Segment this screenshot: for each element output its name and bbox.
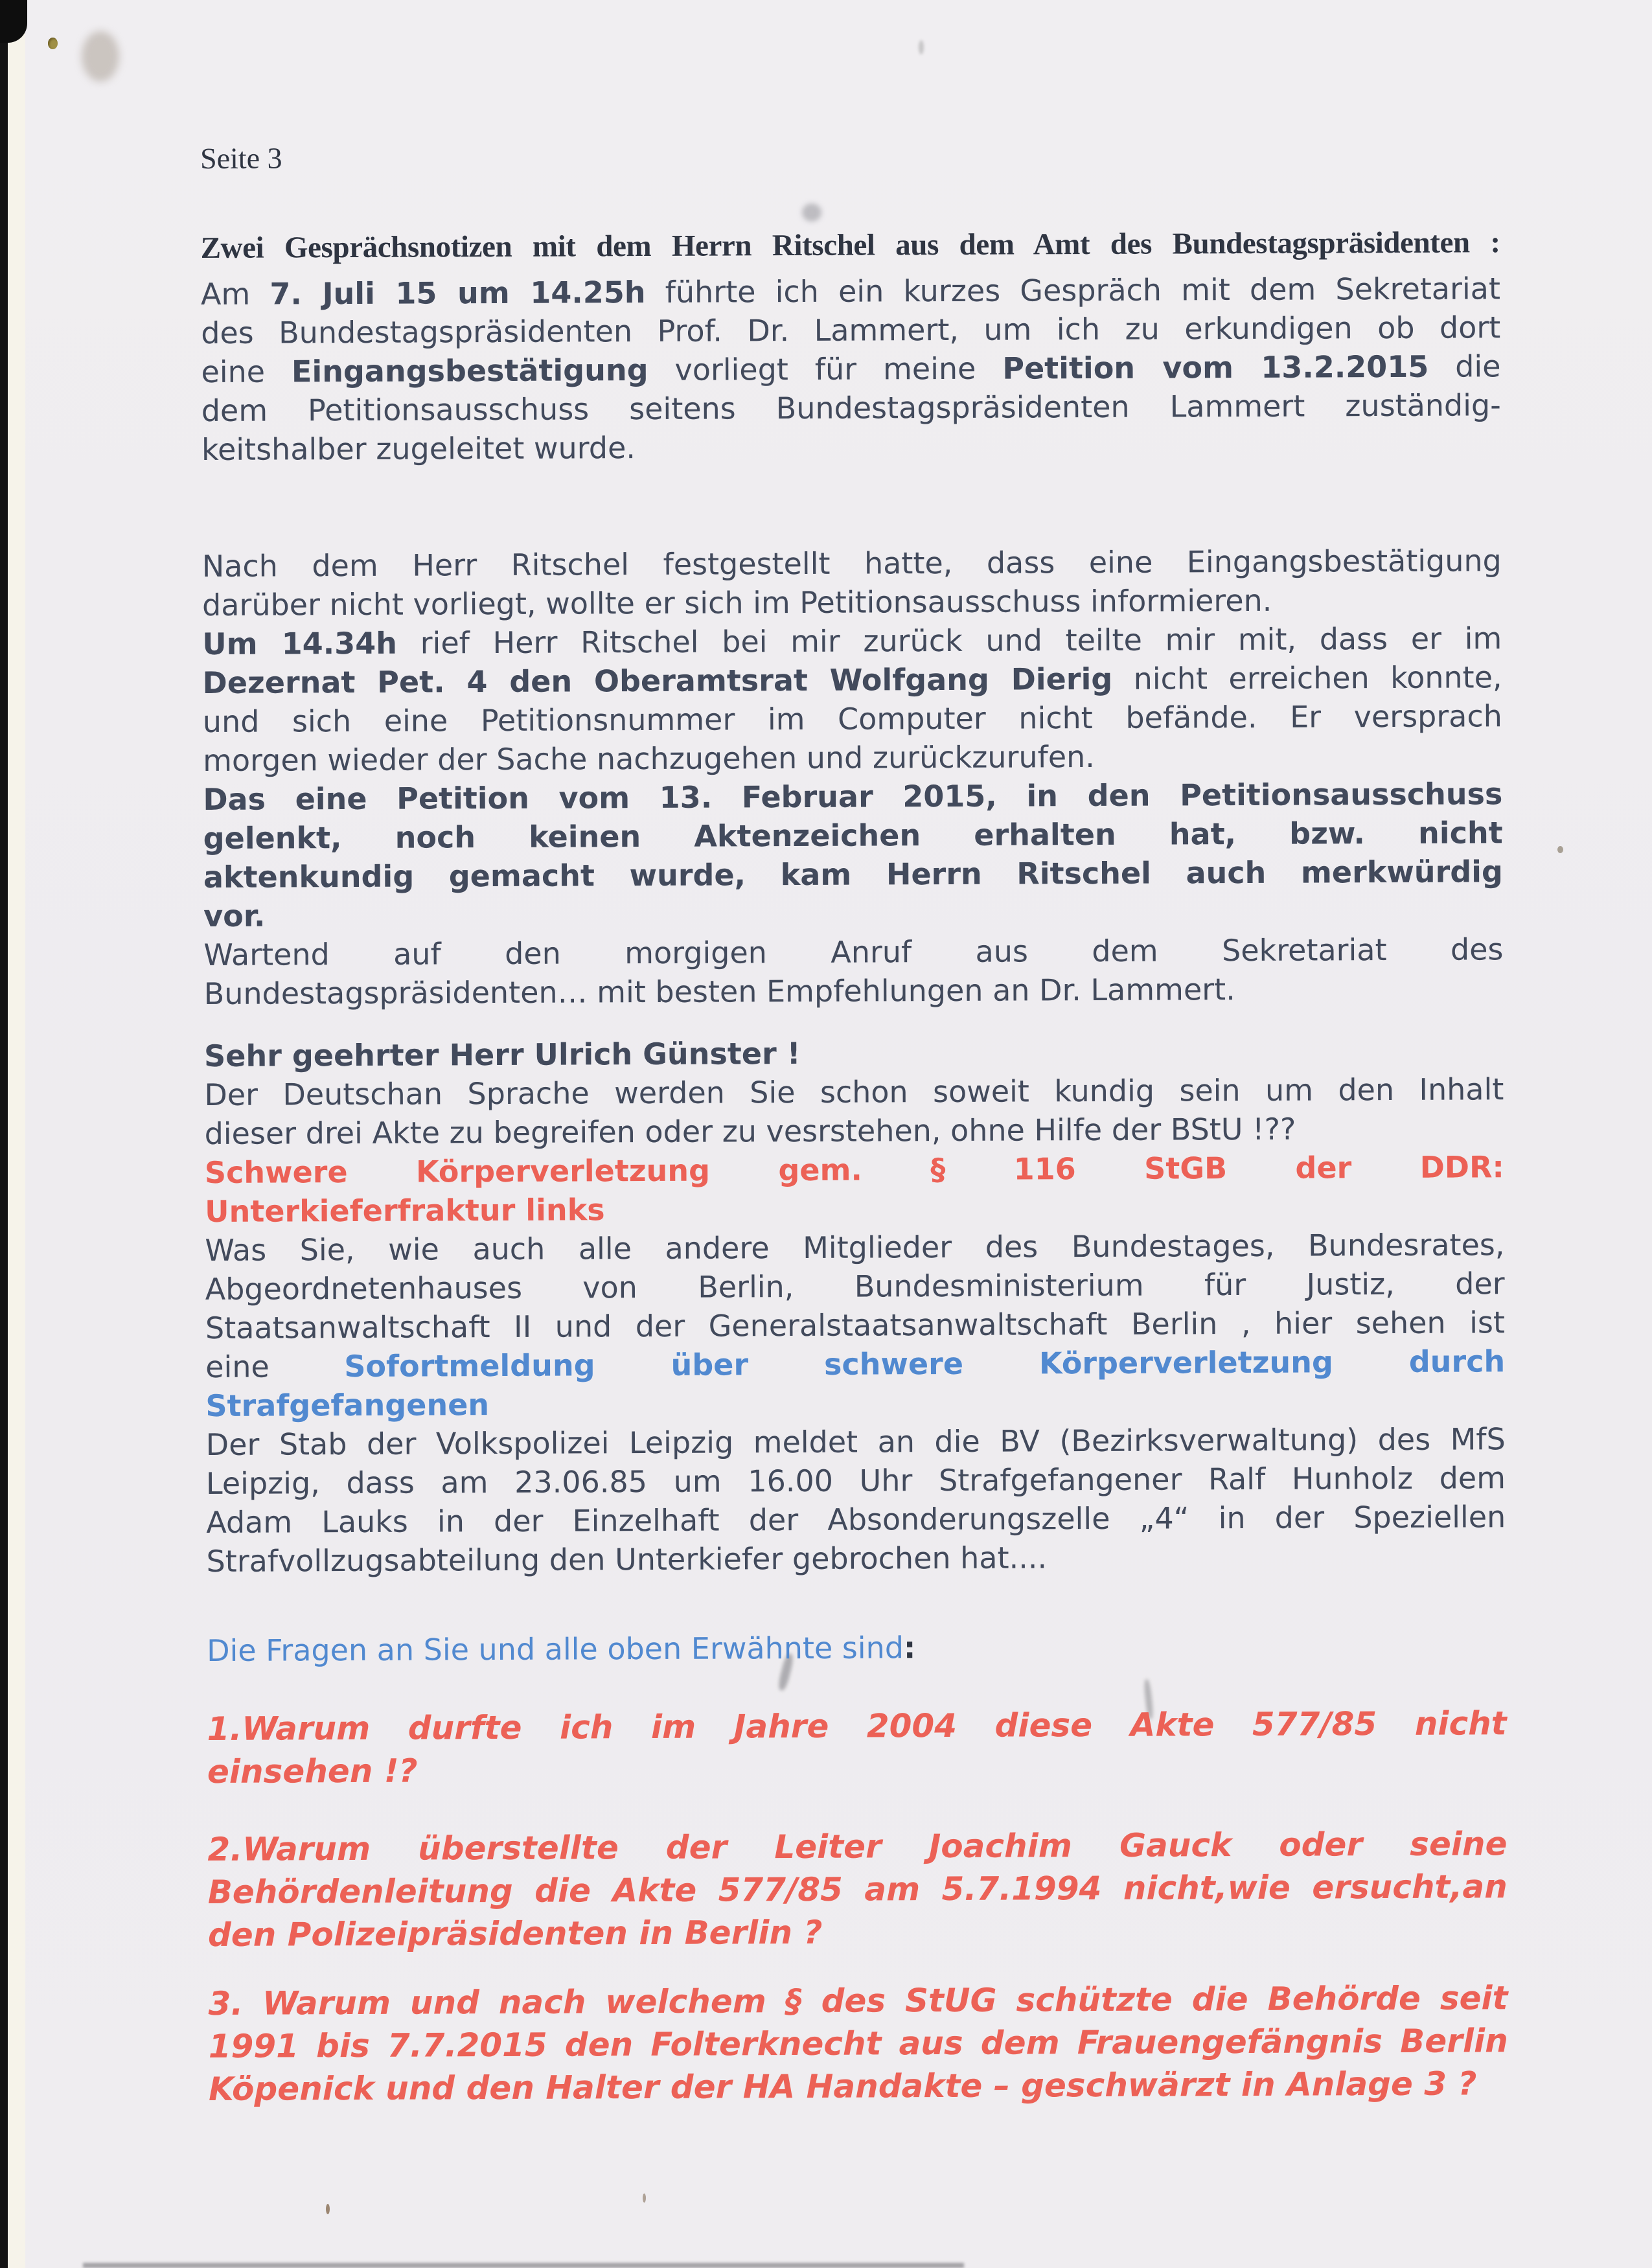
text-line: Der Deutschan Sprache werden Sie schon soweit kundig sein um den Inhalt: [204, 1071, 1504, 1112]
text-line: [202, 619, 1502, 663]
text-line: Schwere Körperverletzung gem. § 116 StGB der DDR:: [204, 1149, 1504, 1190]
text-line: 2.Warum überstellte der Leiter Joachim Gauck oder seine: [207, 1825, 1508, 1868]
dark-colon: :: [903, 1630, 916, 1666]
text-line: 3. Warum und nach welchem § des StUG schützte die Behörde seit: [208, 1979, 1508, 2022]
paper-smudge: [82, 31, 119, 82]
bold-text-run: 7. Juli 15 um 14.25h: [270, 275, 646, 312]
text-line: 1.Warum durfte ich im Jahre 2004 diese Akte 577/85 nicht: [207, 1704, 1507, 1748]
question-3: [208, 1976, 1508, 2111]
text-line: darüber nicht vorliegt, wollte er sich im Petitionsausschuss informieren.: [201, 582, 1272, 623]
text-line: des Bundestagspräsidenten Prof. Dr. Lammert, um ich zu erkundigen ob dort: [201, 310, 1501, 350]
scanner-edge-left: [0, 0, 8, 2268]
text-run: nicht erreichen konnte,: [1112, 659, 1502, 696]
bold-text-run: Eingangsbestätigung: [291, 352, 648, 389]
red-heading-koerperverletzung: [205, 1147, 1505, 1231]
text-line: und sich eine Petitionsnummer im Computer nicht befände. Er versprach: [202, 698, 1502, 739]
text-line: [201, 269, 1500, 314]
page-number-label: Seite 3: [200, 141, 282, 175]
text-run: eine: [205, 1349, 345, 1384]
text-line: [202, 658, 1502, 702]
text-line: Strafvollzugsabteilung den Unterkiefer gebrochen hat....: [206, 1540, 1048, 1579]
document-content: [200, 0, 1509, 2268]
paragraph-petition-remark-bold: [203, 774, 1503, 935]
text-line: Bundestagspräsidenten… mit besten Empfehlungen an Dr. Lammert.: [203, 972, 1235, 1011]
text-line: 1991 bis 7.7.2015 den Folterknecht aus dem Frauengefängnis Berlin: [208, 2022, 1508, 2065]
text-line: Behördenleitung die Akte 577/85 am 5.7.1994 nicht,wie ersucht,an: [207, 1868, 1508, 1911]
text-line: einsehen !?: [207, 1752, 418, 1791]
blue-bold-text-run: Sofortmeldung über schwere Körperverletzung durch: [344, 1344, 1506, 1384]
question-2: [207, 1822, 1508, 1956]
paper-speck: [1557, 846, 1563, 853]
paragraph-call-note-2: [202, 541, 1503, 780]
text-line: gelenkt, noch keinen Aktenzeichen erhalten hat, bzw. nicht: [203, 815, 1503, 856]
text-line: Adam Lauks in der Einzelhaft der Absonderungszelle „4“ in der Speziellen: [206, 1499, 1506, 1540]
blue-text-run: Die Fragen an Sie und alle oben Erwähnte sind: [206, 1630, 904, 1668]
text-line: Staatsanwaltschaft II und der Generalstaatsanwaltschaft Berlin , hier sehen ist: [205, 1305, 1506, 1346]
text-run: führte ich ein kurzes Gespräch mit dem Sekretariat: [645, 271, 1501, 310]
text-line: Unterkieferfraktur links: [205, 1192, 605, 1229]
text-line: Das eine Petition vom 13. Februar 2015, in den Petitionsausschuss: [203, 776, 1503, 817]
text-run: vorliegt für meine: [648, 350, 1003, 387]
text-line: Wartend auf den morgigen Anruf aus dem Sekretariat des: [203, 932, 1504, 972]
paragraph-call-note-1: [201, 269, 1501, 469]
text-line: Strafgefangenen: [205, 1387, 490, 1423]
text-run: rief Herr Ritschel bei mir zurück und teilte mir mit, dass er im: [396, 621, 1502, 661]
text-line: dieser drei Akte zu begreifen oder zu vesrstehen, ohne Hilfe der BStU !??: [204, 1111, 1296, 1151]
text-line: [205, 1342, 1505, 1386]
text-line: aktenkundig gemacht wurde, kam Herrn Ritschel auch merkwürdig: [203, 854, 1504, 895]
text-run: eine: [201, 354, 292, 389]
text-line: den Polizeipräsidenten in Berlin ?: [207, 1913, 823, 1954]
bold-text-run: Dezernat Pet. 4 den Oberamtsrat Wolfgang Dierig: [202, 661, 1113, 700]
text-line: Der Stab der Volkspolizei Leipzig meldet an die BV (Bezirksverwaltung) des MfS: [205, 1421, 1506, 1462]
text-line: Leipzig, dass am 23.06.85 um 16.00 Uhr Strafgefangener Ralf Hunholz dem: [205, 1460, 1506, 1501]
question-1: [207, 1702, 1508, 1793]
text-line: Abgeordnetenhauses von Berlin, Bundesministerium für Justiz, der: [205, 1266, 1505, 1307]
text-line: Was Sie, wie auch alle andere Mitglieder des Bundestages, Bundesrates,: [205, 1227, 1505, 1268]
paper-speck: [48, 38, 58, 49]
text-line: Nach dem Herr Ritschel festgestellt hatte, dass eine Eingangsbestätigung: [201, 543, 1502, 584]
paragraph-salutation-guenster: [204, 1031, 1504, 1153]
paragraph-sofortmeldung: [205, 1225, 1505, 1425]
bold-text-run: Um 14.34h: [202, 625, 398, 661]
questions-intro-line: [207, 1625, 1506, 1670]
text-run: die: [1428, 349, 1501, 384]
text-line: dem Petitionsausschuss seitens Bundestagspräsidenten Lammert zuständig-: [201, 387, 1501, 428]
document-heading: Zwei Gesprächsnotizen mit dem Herrn Ritschel aus dem Amt des Bundestagspräsidenten :: [200, 225, 1500, 265]
paragraph-volkspolizei-meldung: [206, 1419, 1506, 1581]
text-line: keitshalber zugeleitet wurde.: [201, 430, 636, 467]
bold-text-run: Petition vom 13.2.2015: [1002, 349, 1429, 386]
text-line: [201, 347, 1500, 391]
text-line: morgen wieder der Sache nachzugehen und zurückzurufen.: [203, 739, 1095, 778]
text-line: Köpenick und den Halter der HA Handakte – geschwärzt in Anlage 3 ?: [208, 2065, 1477, 2108]
paragraph-waiting-note: [203, 930, 1504, 1013]
text-line: vor.: [203, 898, 266, 934]
scan-paper-edge: [8, 0, 25, 2268]
text-run: Am: [200, 276, 270, 312]
salutation-line: Sehr geehrter Herr Ulrich Günster !: [203, 1035, 801, 1073]
